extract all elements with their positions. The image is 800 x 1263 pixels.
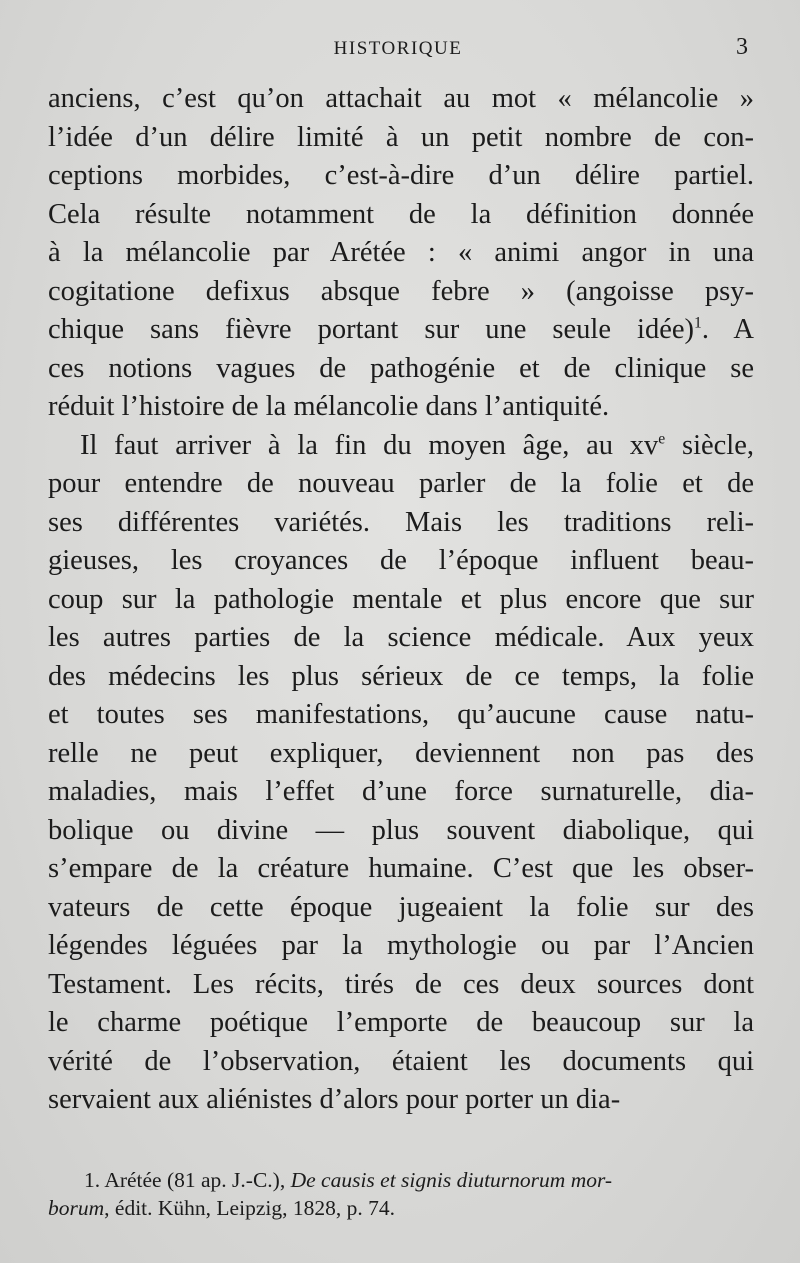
text-line: ces notions vagues de pathogénie et de clinique se — [48, 352, 754, 384]
text-line: vateurs de cette époque jugeaient la folie sur des — [48, 891, 754, 923]
text-line: s’empare de la créature humaine. C’est que les obser- — [48, 853, 754, 884]
text-line: maladies, mais l’effet d’une force surnaturelle, dia- — [48, 776, 754, 807]
footnote-work-title-end: borum — [48, 1196, 105, 1220]
text-line: Testament. Les récits, tirés de ces deux sources dont — [48, 968, 754, 1000]
text-line: l’idée d’un délire limité à un petit nombre de con- — [48, 121, 754, 153]
footnote-edition: , édit. Kühn, Leipzig, 1828, p. 74. — [104, 1196, 395, 1220]
page-number: 3 — [736, 34, 748, 60]
text-line: le charme poétique l’emporte de beaucoup sur la — [48, 1007, 754, 1038]
text-line: des médecins les plus sérieux de ce temps, la folie — [48, 660, 754, 692]
footnote-line-1 — [48, 1166, 754, 1194]
text-line: à la mélancolie par Arétée : « animi angor in una — [48, 237, 754, 268]
text-line: servaient aux aliénistes d’alors pour porter un dia- — [48, 1084, 621, 1115]
text-line: légendes léguées par la mythologie ou par l’Ancien — [48, 930, 754, 961]
text-line: chique sans fièvre portant sur une seule idée)$^1$. A — [48, 314, 754, 345]
text-line: réduit l’histoire de la mélancolie dans l’antiquité. — [48, 391, 610, 422]
footnote-line-2 — [48, 1194, 754, 1222]
running-head — [48, 34, 748, 68]
running-title: HISTORIQUE — [333, 38, 463, 59]
text-line: pour entendre de nouveau parler de la folie et de — [48, 468, 754, 499]
body-text — [48, 80, 754, 1120]
superscript: 1 — [693, 314, 702, 332]
paragraph — [48, 80, 754, 427]
text-line: vérité de l’observation, étaient les documents qui — [48, 1045, 754, 1077]
paragraph — [48, 427, 754, 1120]
text-line: ses différentes variétés. Mais les traditions reli- — [48, 506, 754, 538]
text-line: coup sur la pathologie mentale et plus encore que sur — [48, 583, 754, 615]
superscript: e — [658, 430, 666, 447]
text-line: les autres parties de la science médicale. Aux yeux — [48, 622, 754, 653]
text-line: ceptions morbides, c’est-à-dire d’un délire partiel. — [48, 160, 754, 191]
text-line: gieuses, les croyances de l’époque influent beau- — [48, 545, 754, 576]
footnote-author: Arétée (81 ap. J.-C.), — [100, 1168, 291, 1192]
footnote-work-title: De causis et signis diuturnorum mor- — [290, 1168, 613, 1192]
footnote-marker: 1. — [84, 1168, 101, 1192]
text-line: Il faut arriver à la fin du moyen âge, au $xv^e$ siècle, — [80, 429, 754, 461]
text-line: cogitatione defixus absque febre » (angoisse psy- — [48, 275, 754, 307]
text-line: Cela résulte notamment de la définition donnée — [48, 198, 754, 230]
text-line: et toutes ses manifestations, qu’aucune cause natu- — [48, 699, 754, 730]
text-line: anciens, c’est qu’on attachait au mot « mélancolie » — [48, 83, 754, 114]
text-line: relle ne peut expliquer, deviennent non pas des — [48, 737, 754, 769]
footnotes — [48, 1166, 754, 1222]
text-line: bolique ou divine — plus souvent diabolique, qui — [48, 814, 754, 846]
